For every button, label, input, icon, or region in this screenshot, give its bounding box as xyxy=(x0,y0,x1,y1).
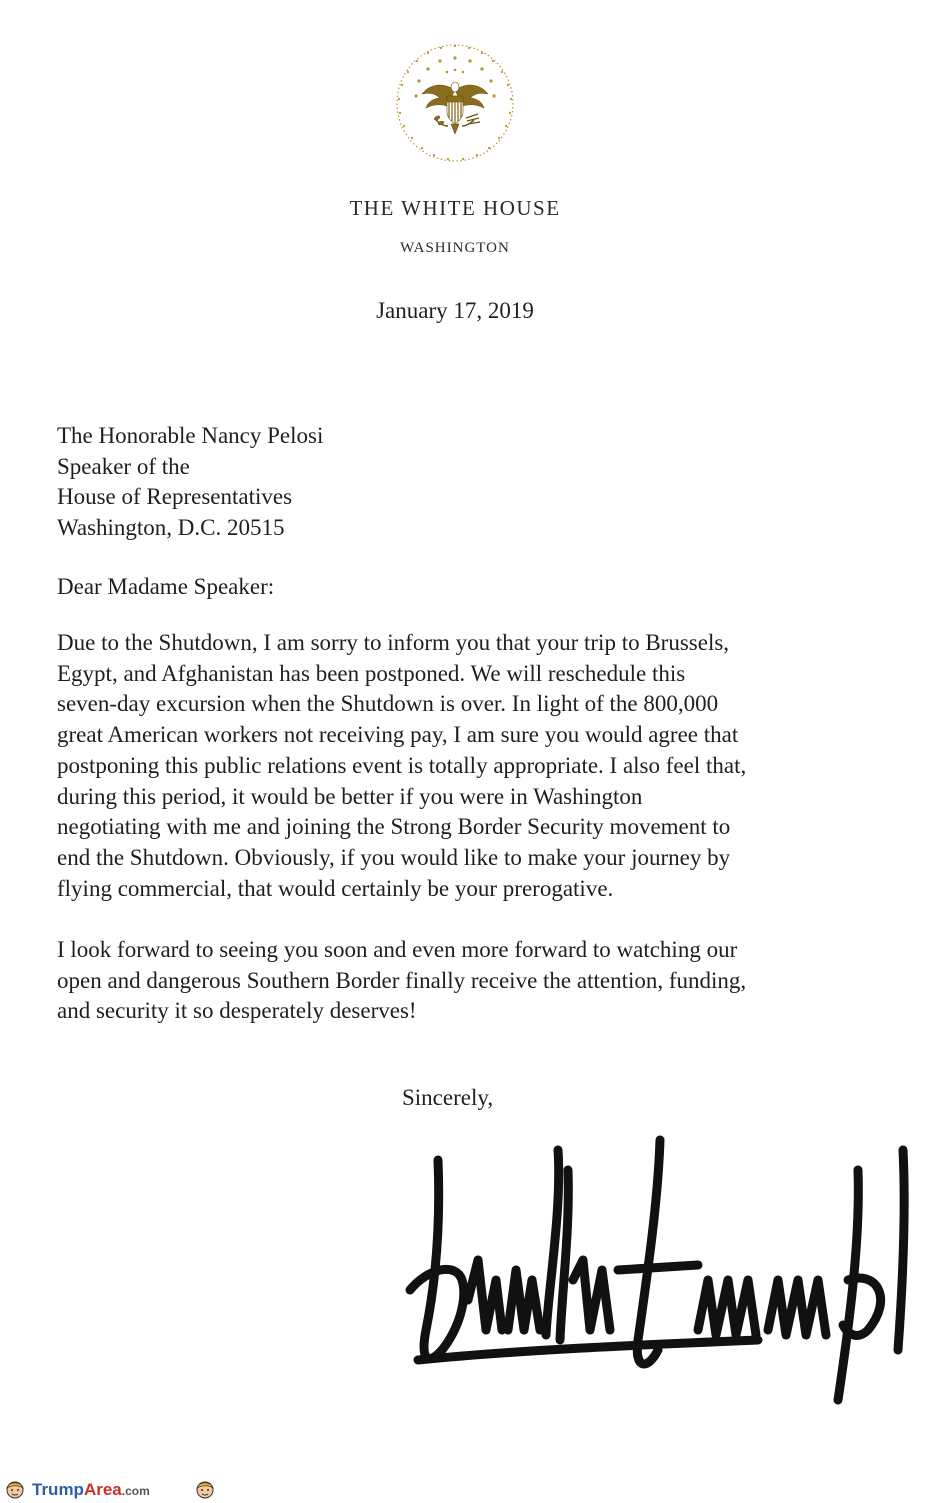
paragraph-line: open and dangerous Southern Border finally receive the attention, funding, xyxy=(57,967,747,993)
footer-watermark xyxy=(4,1478,224,1502)
paragraph-line: and security it so desperately deserves! xyxy=(57,998,417,1024)
handwritten-signature-icon xyxy=(398,1130,918,1410)
recipient-line: Washington, D.C. 20515 xyxy=(57,514,285,540)
body-paragraph-2 xyxy=(57,935,746,1027)
paragraph-line: during this period, it would be better if you were in Washington xyxy=(57,783,643,809)
recipient-line: House of Representatives xyxy=(57,484,293,509)
paragraph-line: I look forward to seeing you soon and even more forward to watching our xyxy=(57,937,738,962)
paragraph-line: flying commercial, that would certainly be your prerogative. xyxy=(57,875,614,901)
body-paragraph-1 xyxy=(57,628,746,904)
salutation: Dear Madame Speaker: xyxy=(57,574,275,599)
paragraph-line: end the Shutdown. Obviously, if you would like to make your journey by xyxy=(57,844,731,870)
paragraph-line: negotiating with me and joining the Strong Border Security movement to xyxy=(57,814,731,840)
recipient-address xyxy=(57,421,323,543)
closing: Sincerely, xyxy=(402,1085,494,1110)
paragraph-line: seven-day excursion when the Shutdown is over. In light of the 800,000 xyxy=(57,691,719,717)
paragraph-line: great American workers not receiving pay, I am sure you would agree that xyxy=(57,722,739,748)
footer-brand-part1: Trump xyxy=(32,1480,84,1499)
recipient-line: Speaker of the xyxy=(57,453,190,479)
paragraph-line: Due to the Shutdown, I am sorry to inform you that your trip to Brussels, xyxy=(57,630,730,655)
paragraph-line: postponing this public relations event is totally appropriate. I also feel that, xyxy=(57,752,747,778)
recipient-line: The Honorable Nancy Pelosi xyxy=(57,423,324,448)
footer-brand xyxy=(32,1480,150,1500)
footer-brand-part3: .com xyxy=(121,1484,150,1498)
letter-date: January 17, 2019 xyxy=(376,298,534,323)
paragraph-line: Egypt, and Afghanistan has been postponed. We will reschedule this xyxy=(57,660,686,686)
presidential-seal-icon xyxy=(392,40,518,166)
footer-brand-part2: Area xyxy=(83,1480,122,1499)
cartoon-head-icon xyxy=(4,1478,26,1500)
letterhead-title: THE WHITE HOUSE xyxy=(349,196,561,220)
cartoon-head-icon xyxy=(194,1478,216,1500)
letterhead-subtitle: WASHINGTON xyxy=(400,240,510,256)
